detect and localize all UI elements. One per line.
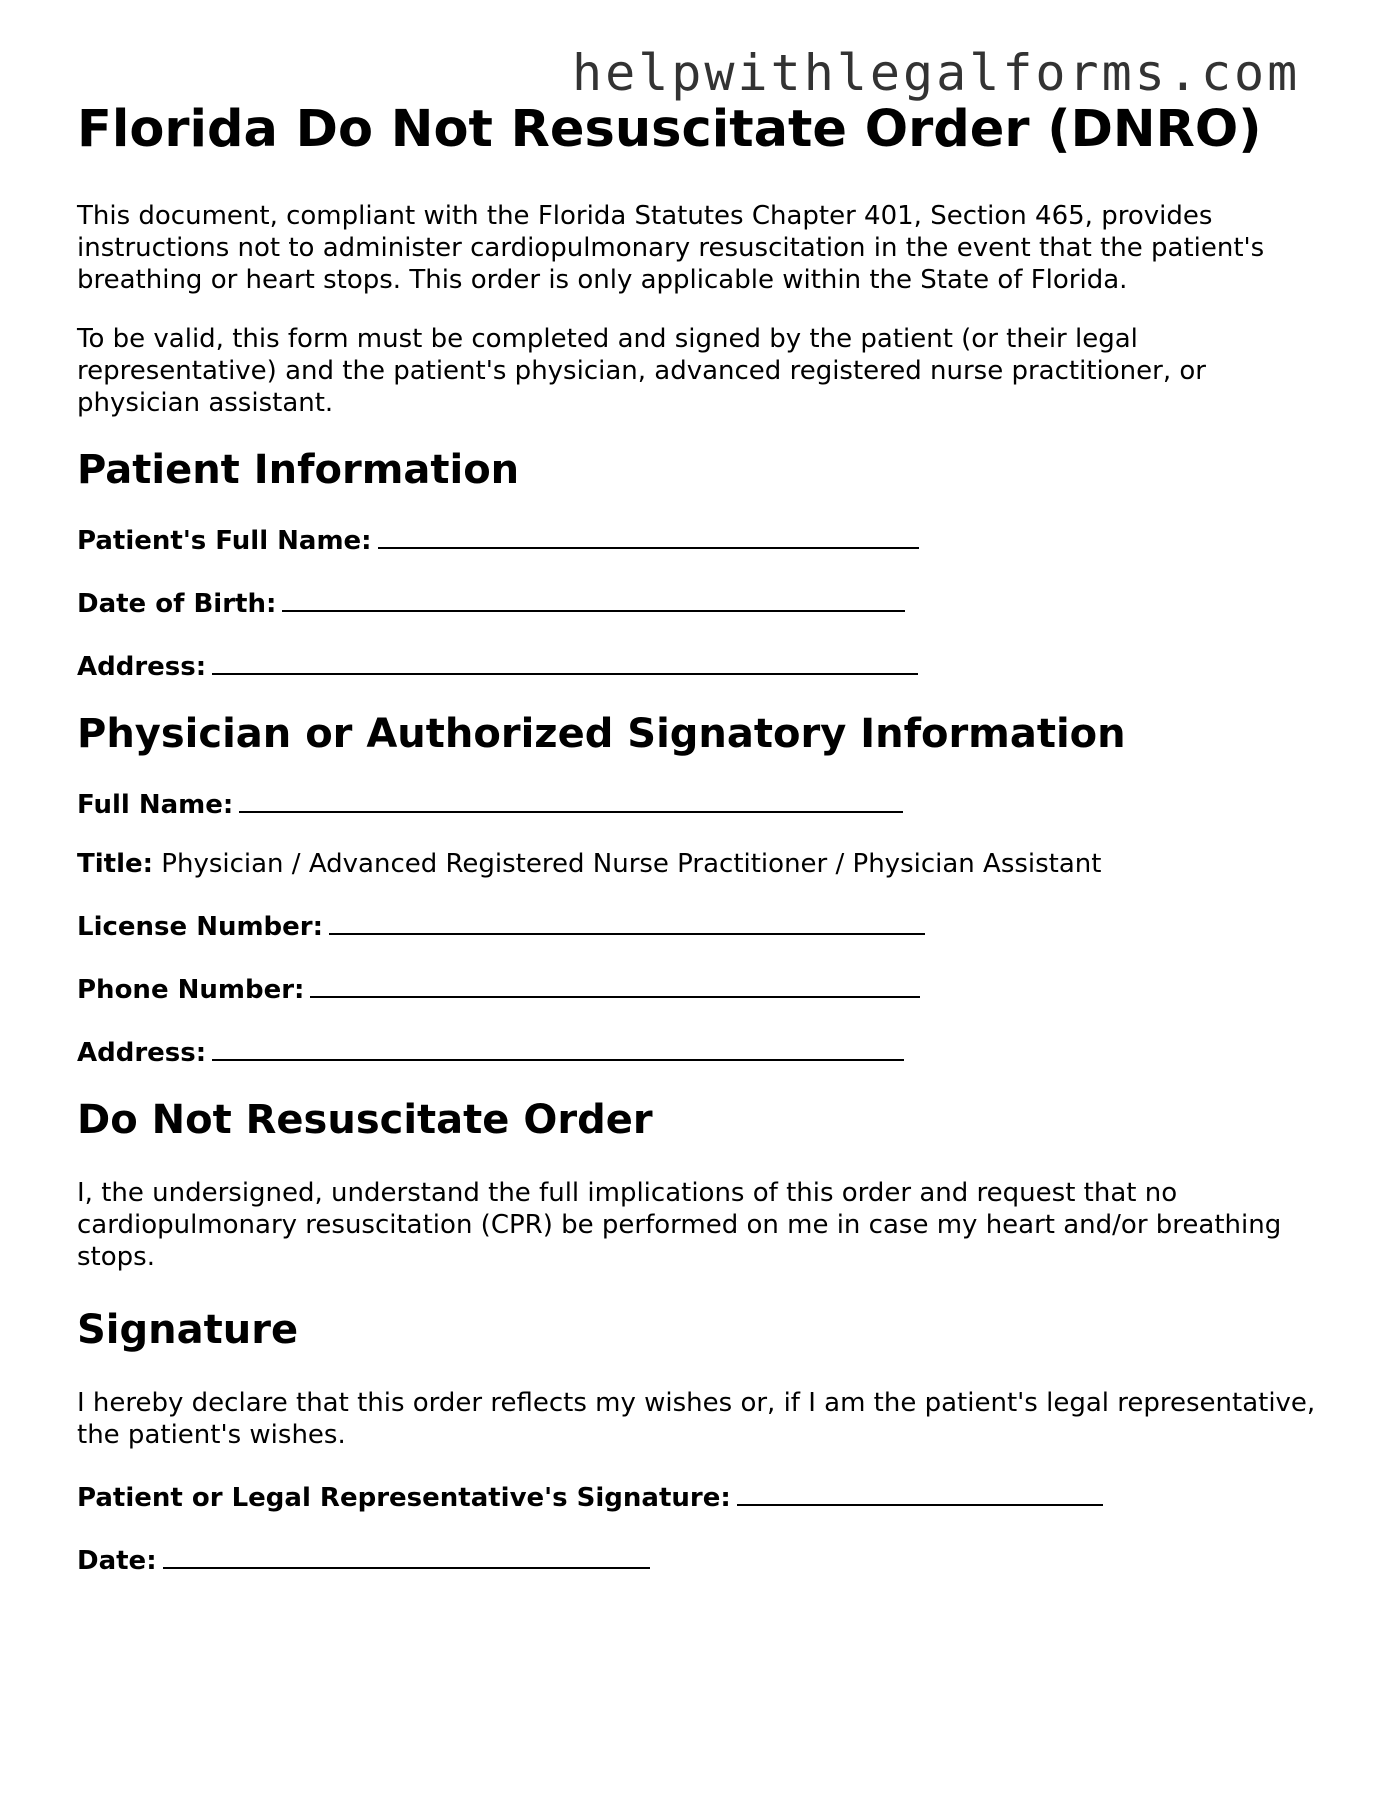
physician-title-label: Title: (77, 849, 154, 879)
physician-full-name-label: Full Name: (77, 790, 234, 820)
intro-paragraph-1: This document, compliant with the Florida Statutes Chapter 401, Section 465, provides instructions not to administer cardiopulmonary resuscitation in the event that the patient's breathing or heart stops. This order is only applicable within the State of Florida. (77, 201, 1265, 295)
signature-declaration-text: I hereby declare that this order reflects my wishes or, if I am the patient's legal representative, the patient's wishes. (77, 1388, 1316, 1450)
signature-field (77, 1478, 1337, 1514)
patient-information-heading: Patient Information (77, 447, 520, 493)
physician-full-name-input[interactable] (239, 785, 903, 813)
phone-number-input[interactable] (310, 970, 920, 998)
patient-address-label: Address: (77, 652, 207, 682)
patient-dob-label: Date of Birth: (77, 589, 277, 619)
signature-date-input[interactable] (163, 1541, 650, 1569)
license-number-label: License Number: (77, 912, 324, 942)
phone-number-label: Phone Number: (77, 975, 305, 1005)
signature-heading: Signature (77, 1307, 299, 1353)
patient-address-input[interactable] (212, 647, 918, 675)
patient-dob-input[interactable] (282, 584, 905, 612)
physician-title-options: Physician / Advanced Registered Nurse Practitioner / Physician Assistant (161, 849, 1102, 879)
signature-input[interactable] (737, 1478, 1103, 1506)
watermark-text: helpwithlegalforms.com (572, 44, 1301, 102)
patient-full-name-field (77, 521, 1337, 557)
signature-label: Patient or Legal Representative's Signature: (77, 1483, 731, 1513)
patient-dob-field (77, 584, 1337, 620)
intro-paragraph-2: To be valid, this form must be completed and signed by the patient (or their legal representative) and the patient's physician, advanced registered nurse practitioner, or physician assistant. (77, 324, 1206, 418)
physician-full-name-field (77, 785, 1337, 821)
document-body (77, 98, 1337, 1577)
license-number-field (77, 907, 1337, 943)
patient-address-field (77, 647, 1337, 683)
signature-date-label: Date: (77, 1546, 157, 1576)
dnr-order-heading: Do Not Resuscitate Order (77, 1097, 653, 1143)
physician-address-field (77, 1033, 1337, 1069)
physician-address-input[interactable] (212, 1033, 904, 1061)
page-title: Florida Do Not Resuscitate Order (DNRO) (77, 100, 1262, 159)
license-number-input[interactable] (329, 907, 925, 935)
physician-title-field (77, 848, 1337, 880)
dnr-order-text: I, the undersigned, understand the full implications of this order and request that no cardiopulmonary resuscitation (CPR) be performed on me in case my heart and/or breathing stops. (77, 1178, 1282, 1272)
physician-address-label: Address: (77, 1038, 207, 1068)
signature-date-field (77, 1541, 1337, 1577)
physician-information-heading: Physician or Authorized Signatory Information (77, 711, 1126, 757)
phone-number-field (77, 970, 1337, 1006)
patient-full-name-input[interactable] (378, 521, 919, 549)
patient-full-name-label: Patient's Full Name: (77, 526, 372, 556)
